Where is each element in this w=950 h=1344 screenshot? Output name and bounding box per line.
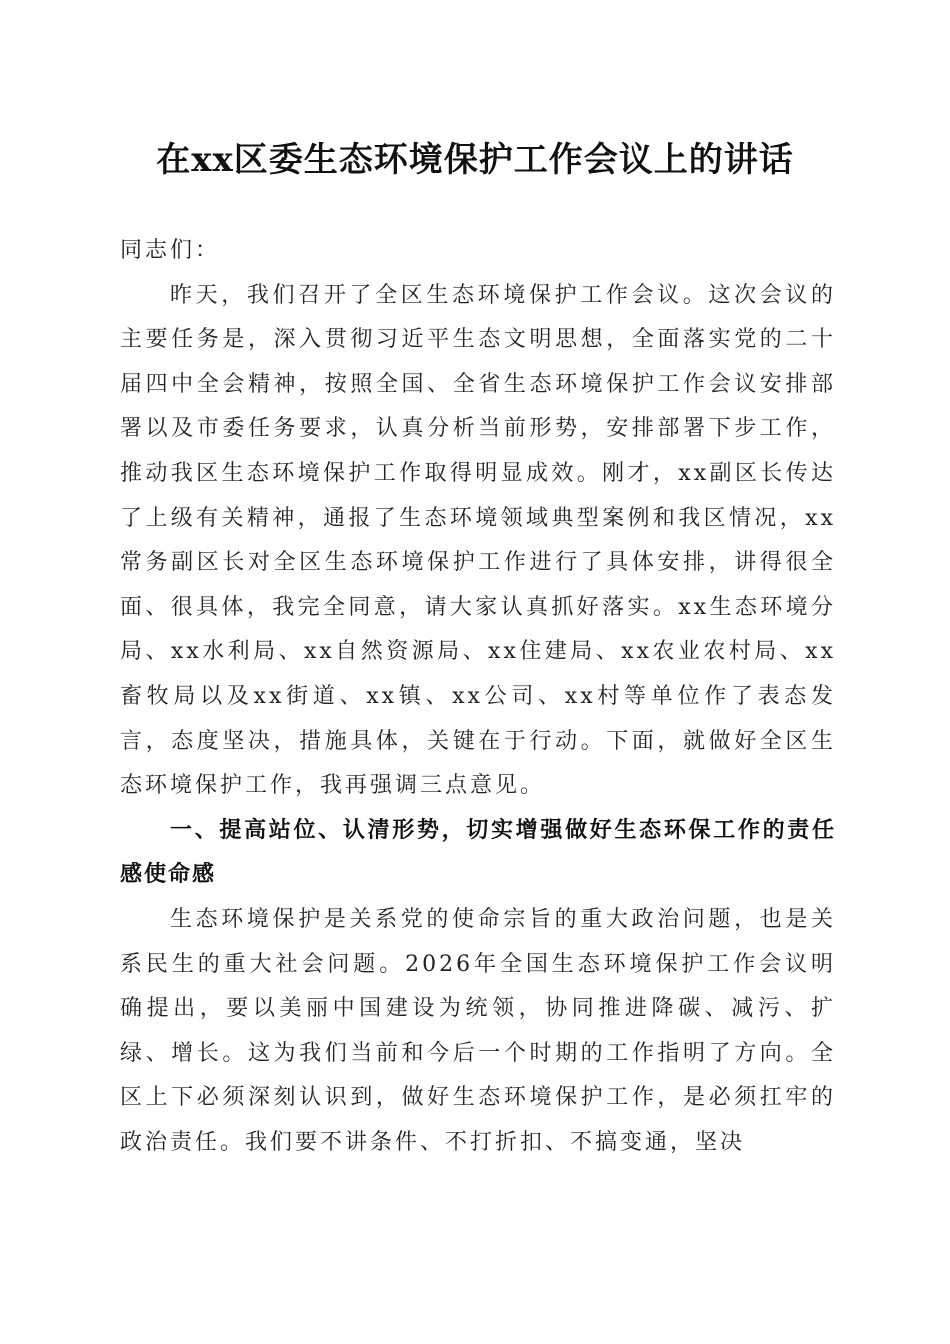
document-body (120, 229, 836, 1165)
section-heading: 一、提高站位、认清形势，切实增强做好生态环保工作的责任感使命感 (120, 817, 836, 888)
opening-paragraph: 昨天，我们召开了全区生态环境保护工作会议。这次会议的主要任务是，深入贯彻习近平生态文明思想，全面落实党的二十届四中全会精神，按照全国、全省生态环境保护工作会议安排部署以及市委任务要求，认真分析当前形势，安排部署下步工作，推动我区生态环境保护工作取得明显成效。刚才，xx副区长传达了上级有关精神，通报了生态环境领域典型案例和我区情况，xx常务副区长对全区生态环境保护工作进行了具体安排，讲得很全面、很具体，我完全同意，请大家认真抓好落实。xx生态环境分局、xx水利局、xx自然资源局、xx住建局、xx农业农村局、xx畜牧局以及xx街道、xx镇、xx公司、xx村等单位作了表态发言，态度坚决，措施具体，关键在于行动。下面，就做好全区生态环境保护工作，我再强调三点意见。 (120, 282, 836, 799)
document-title: 在xx区委生态环境保护工作会议上的讲话 (156, 140, 794, 180)
salutation: 同志们： (120, 238, 221, 263)
section-paragraph: 生态环境保护是关系党的使命宗旨的重大政治问题，也是关系民生的重大社会问题。2026年全国生态环境保护工作会议明确提出，要以美丽中国建设为统领，协同推进降碳、减污、扩绿、增长。这为我们当前和今后一个时期的工作指明了方向。全区上下必须深刻认识到，做好生态环境保护工作，是必须扛牢的政治责任。我们要不讲条件、不打折扣、不搞变通，坚决 (120, 906, 836, 1155)
